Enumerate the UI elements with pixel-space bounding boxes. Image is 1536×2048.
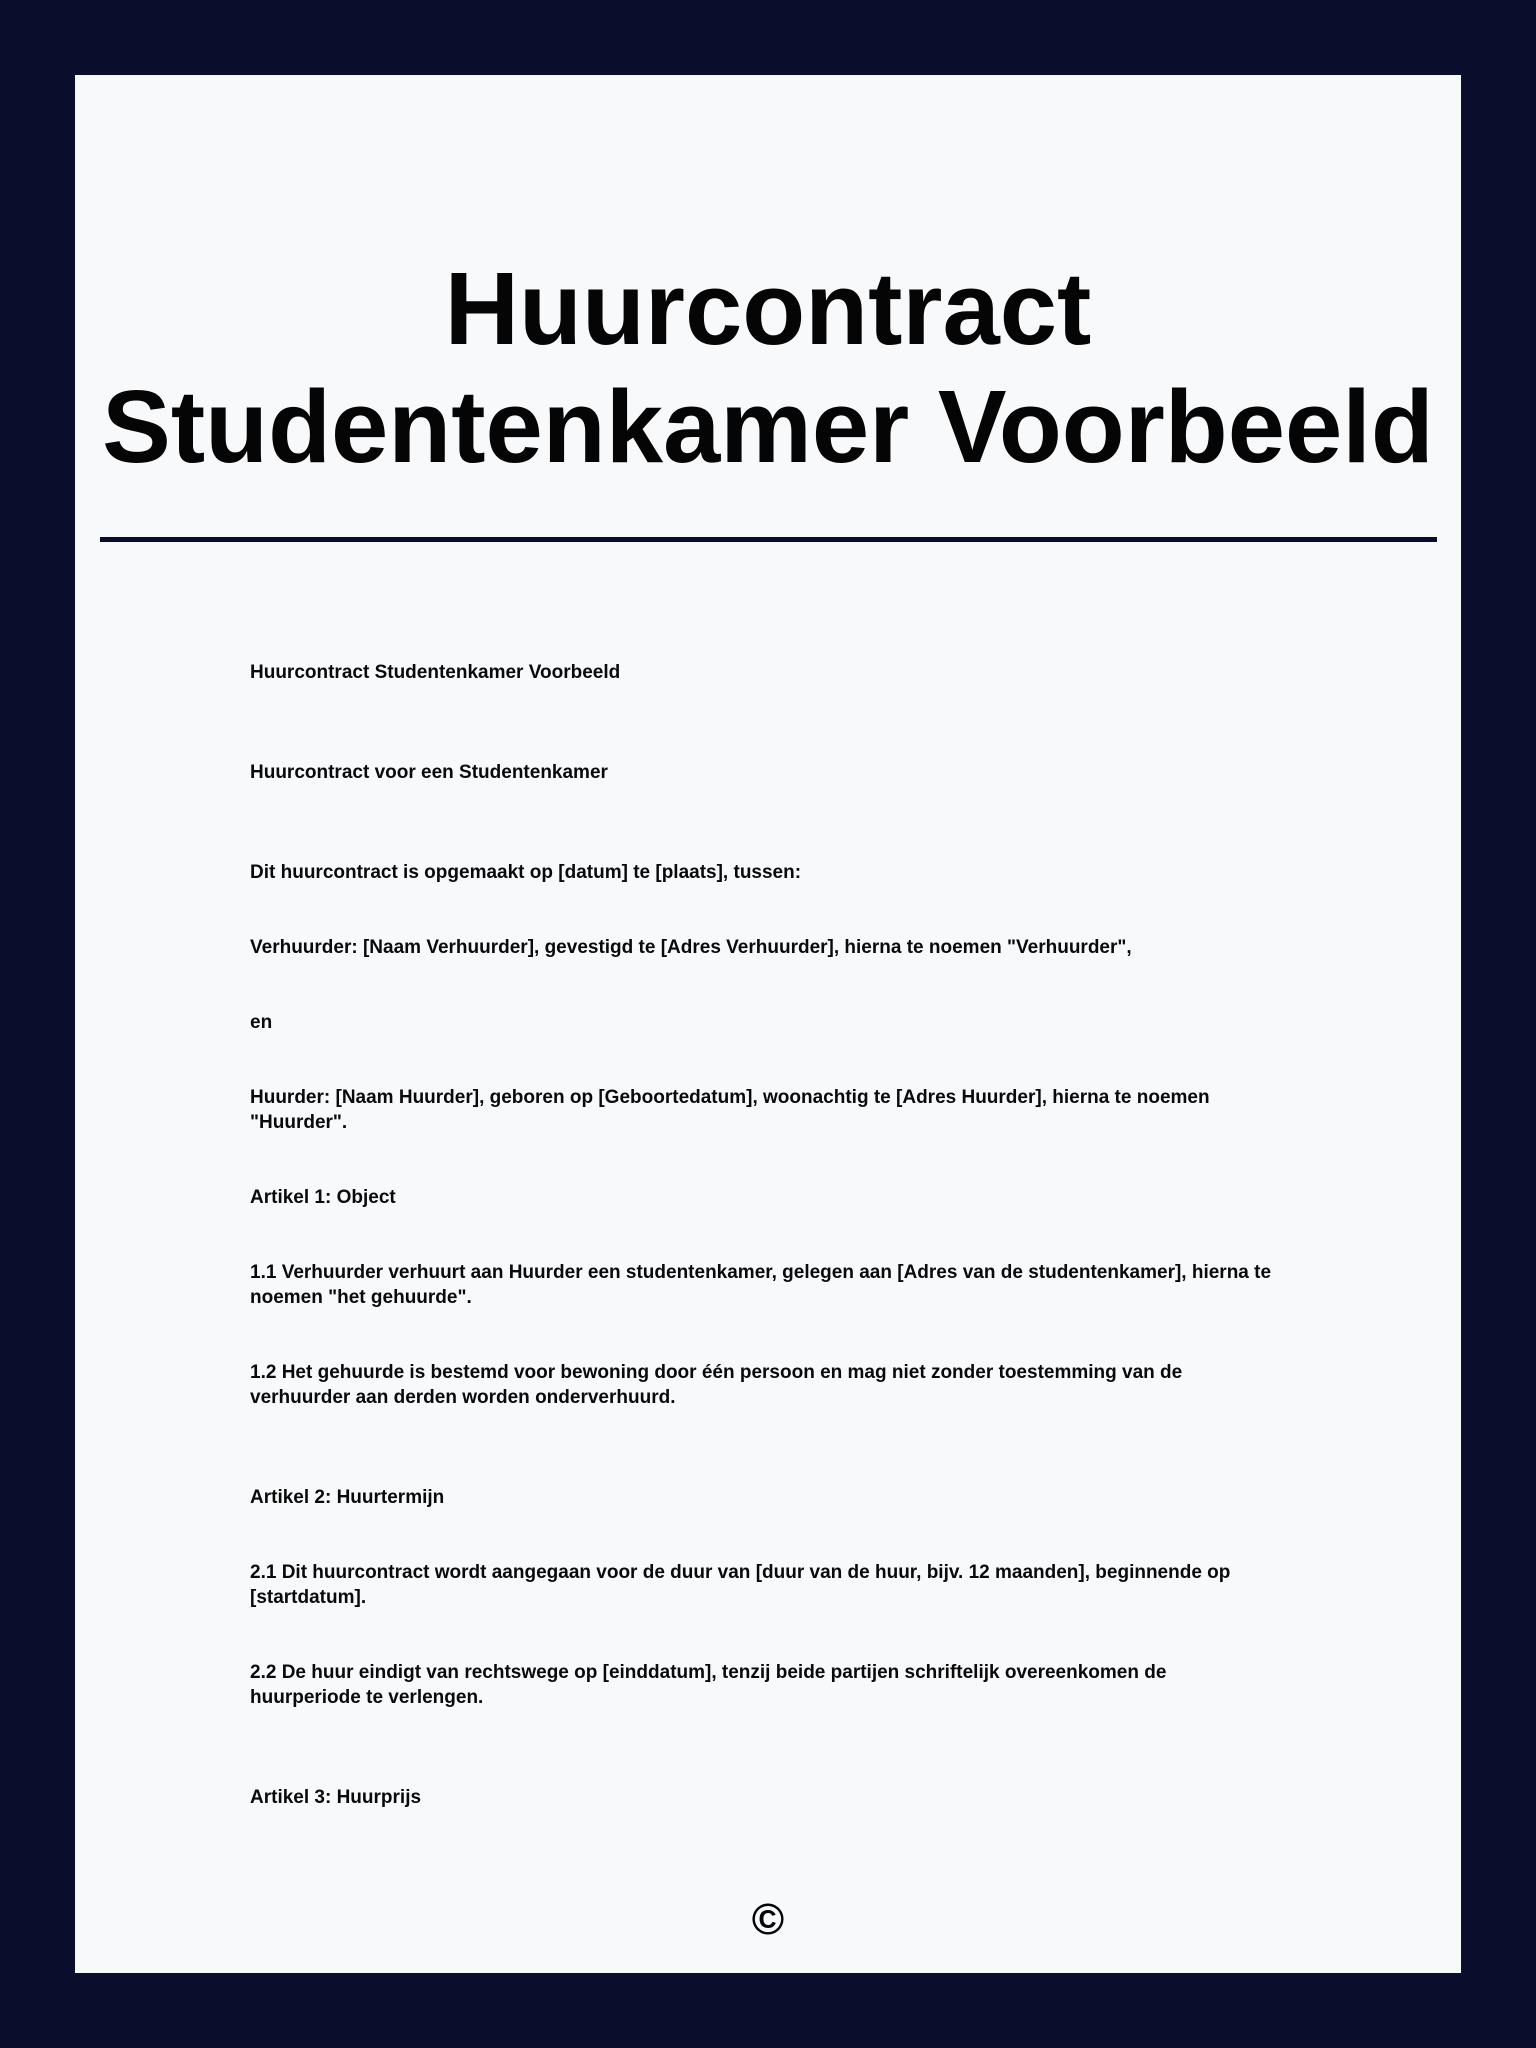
title-divider xyxy=(100,537,1437,542)
article-2-1: 2.1 Dit huurcontract wordt aangegaan voor de duur van [duur van de huur, bijv. 12 maanden], beginnende op [startdatum]. xyxy=(250,1562,1231,1608)
article-2-heading: Artikel 2: Huurtermijn xyxy=(250,1487,445,1508)
article-1-1: 1.1 Verhuurder verhuurt aan Huurder een studentenkamer, gelegen aan [Adres van de studentenkamer], hierna te noemen "het gehuurde". xyxy=(250,1262,1272,1308)
page-title: Huurcontract Studentenkamer Voorbeeld xyxy=(102,251,1434,484)
document-page xyxy=(75,75,1461,1973)
conjunction-paragraph: en xyxy=(250,1012,273,1033)
article-1-heading: Artikel 1: Object xyxy=(250,1187,396,1208)
article-2-2: 2.2 De huur eindigt van rechtswege op [einddatum], tenzij beide partijen schriftelijk overeenkomen de huurperiode te verlengen. xyxy=(250,1662,1167,1708)
landlord-paragraph: Verhuurder: [Naam Verhuurder], gevestigd te [Adres Verhuurder], hierna te noemen "Verhuurder", xyxy=(250,937,1132,958)
doc-heading: Huurcontract Studentenkamer Voorbeeld xyxy=(250,662,621,683)
tenant-paragraph: Huurder: [Naam Huurder], geboren op [Geboortedatum], woonachtig te [Adres Huurder], hierna te noemen "Huurder". xyxy=(250,1087,1210,1133)
article-3-heading: Artikel 3: Huurprijs xyxy=(250,1787,422,1808)
article-1-2: 1.2 Het gehuurde is bestemd voor bewoning door één persoon en mag niet zonder toestemming van de verhuurder aan derden worden onderverhuurd. xyxy=(250,1362,1183,1408)
intro-paragraph: Dit huurcontract is opgemaakt op [datum] te [plaats], tussen: xyxy=(250,862,802,883)
contract-subtitle: Huurcontract voor een Studentenkamer xyxy=(250,762,608,783)
copyright-icon: © xyxy=(751,1895,785,1944)
